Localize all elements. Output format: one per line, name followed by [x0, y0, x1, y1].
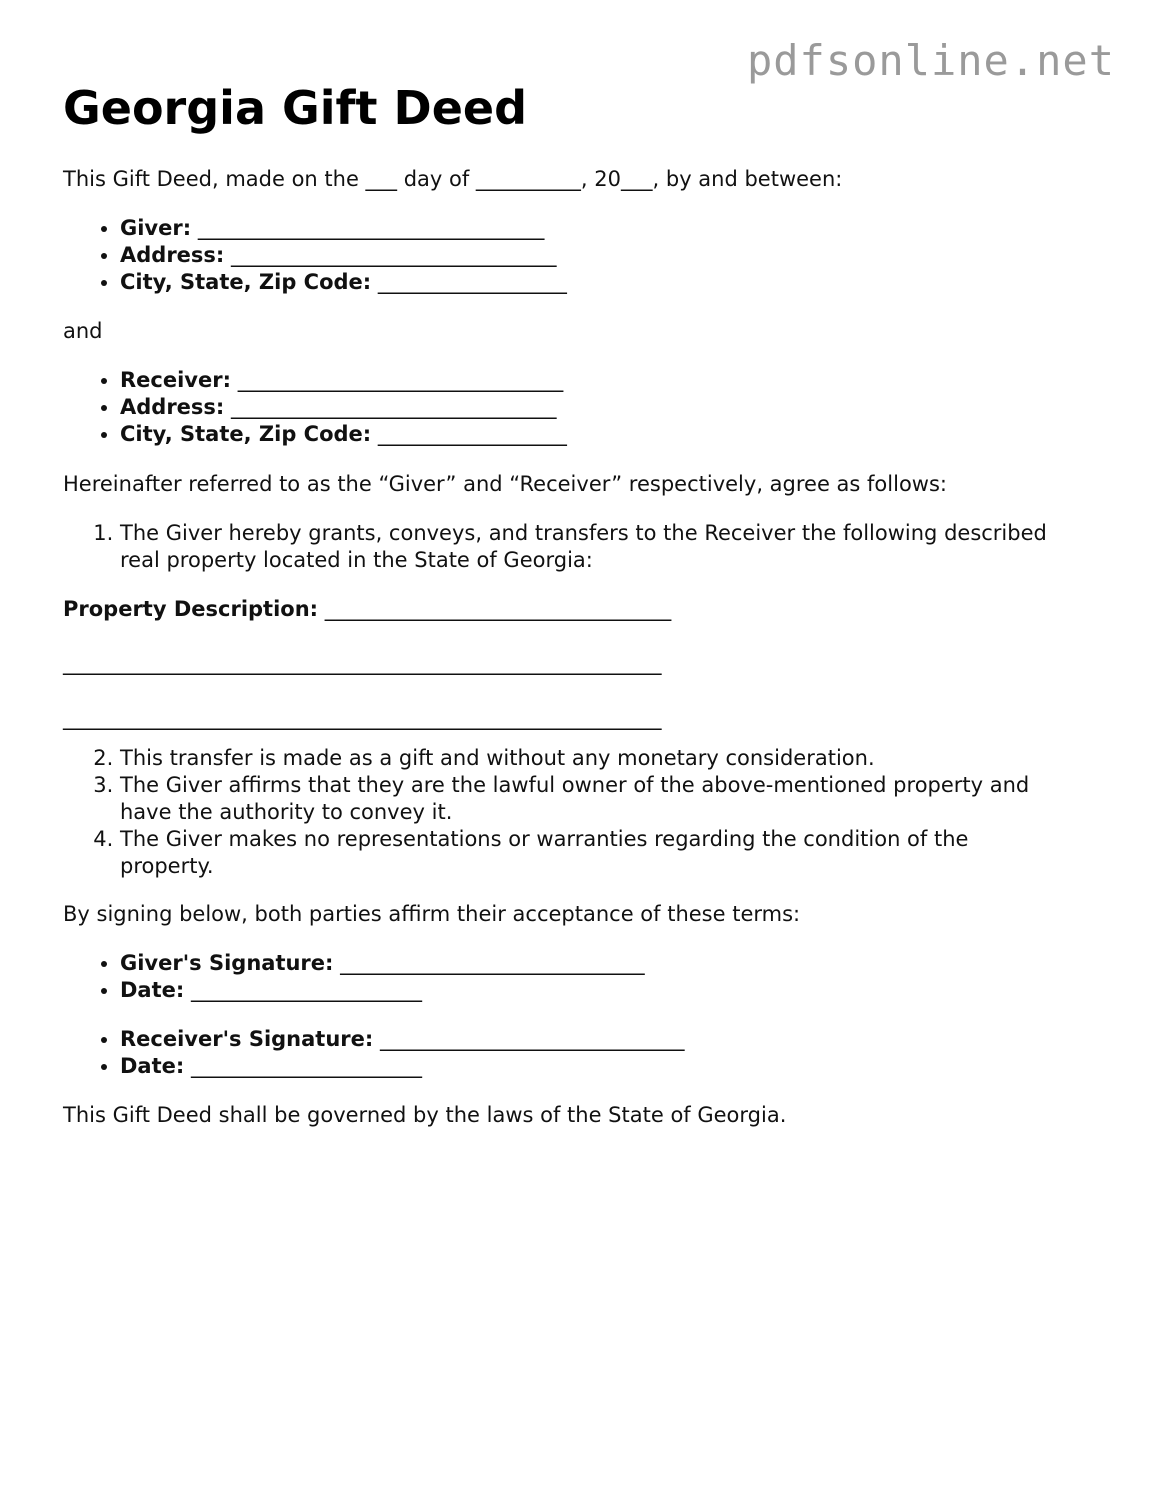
- clause-list-first: [63, 520, 1060, 574]
- field-label: City, State, Zip Code:: [120, 422, 372, 446]
- blank-line[interactable]: _____________________________: [379, 1027, 685, 1051]
- blank-line[interactable]: __________________: [377, 270, 567, 294]
- giver-fields-list: [63, 215, 567, 296]
- list-item: [120, 950, 645, 977]
- list-item: [120, 215, 567, 242]
- list-item: [120, 394, 567, 421]
- field-label: Date:: [120, 1054, 185, 1078]
- clause-item: 1. The Giver hereby grants, conveys, and transfers to the Receiver the following described real property located in the State of Georgia:: [120, 520, 1060, 574]
- blank-line[interactable]: _______________________________: [231, 243, 557, 267]
- clause-list-rest: [63, 745, 1060, 880]
- clause-item: 4. The Giver makes no representations or warranties regarding the condition of the property.: [120, 826, 1060, 880]
- blank-line[interactable]: __________________: [377, 422, 567, 446]
- clause-item: 2. This transfer is made as a gift and without any monetary consideration.: [120, 745, 1060, 772]
- property-description: [63, 596, 671, 623]
- field-label: Receiver's Signature:: [120, 1027, 374, 1051]
- document-title: Georgia Gift Deed: [63, 81, 528, 135]
- field-label: Address:: [120, 243, 225, 267]
- hereinafter-paragraph: Hereinafter referred to as the “Giver” and “Receiver” respectively, agree as follows:: [63, 472, 947, 496]
- blank-line[interactable]: ______________________: [190, 978, 422, 1002]
- list-item: [120, 1026, 684, 1053]
- list-item: [120, 367, 567, 394]
- giver-signature-list: [63, 950, 645, 1004]
- blank-line[interactable]: _____________________________: [340, 951, 645, 975]
- blank-line[interactable]: _________________________________________________________: [63, 706, 662, 730]
- list-item: [120, 977, 645, 1004]
- watermark: pdfsonline.net: [746, 36, 1115, 85]
- field-label: Date:: [120, 978, 185, 1002]
- field-label: Giver:: [120, 216, 192, 240]
- property-description-label: Property Description:: [63, 597, 319, 621]
- clause-item: 3. The Giver affirms that they are the lawful owner of the above-mentioned property and have the authority to convey it.: [120, 772, 1060, 826]
- list-item: [120, 1053, 684, 1080]
- blank-line[interactable]: _________________________________________________________: [63, 651, 662, 675]
- field-label: Address:: [120, 395, 225, 419]
- blank-line[interactable]: _________________________________: [197, 216, 545, 240]
- blank-line[interactable]: _______________________________: [231, 395, 557, 419]
- list-item: [120, 242, 567, 269]
- blank-line[interactable]: _________________________________: [324, 597, 672, 621]
- receiver-signature-list: [63, 1026, 684, 1080]
- signing-intro: By signing below, both parties affirm their acceptance of these terms:: [63, 902, 801, 926]
- field-label: City, State, Zip Code:: [120, 270, 372, 294]
- field-label: Receiver:: [120, 368, 231, 392]
- and-text: and: [63, 319, 103, 343]
- list-item: [120, 269, 567, 296]
- blank-line[interactable]: _______________________________: [237, 368, 564, 392]
- receiver-fields-list: [63, 367, 567, 448]
- blank-line[interactable]: ______________________: [190, 1054, 422, 1078]
- list-item: [120, 421, 567, 448]
- closing-paragraph: This Gift Deed shall be governed by the laws of the State of Georgia.: [63, 1103, 787, 1127]
- intro-paragraph: This Gift Deed, made on the ___ day of __________, 20___, by and between:: [63, 167, 843, 191]
- field-label: Giver's Signature:: [120, 951, 334, 975]
